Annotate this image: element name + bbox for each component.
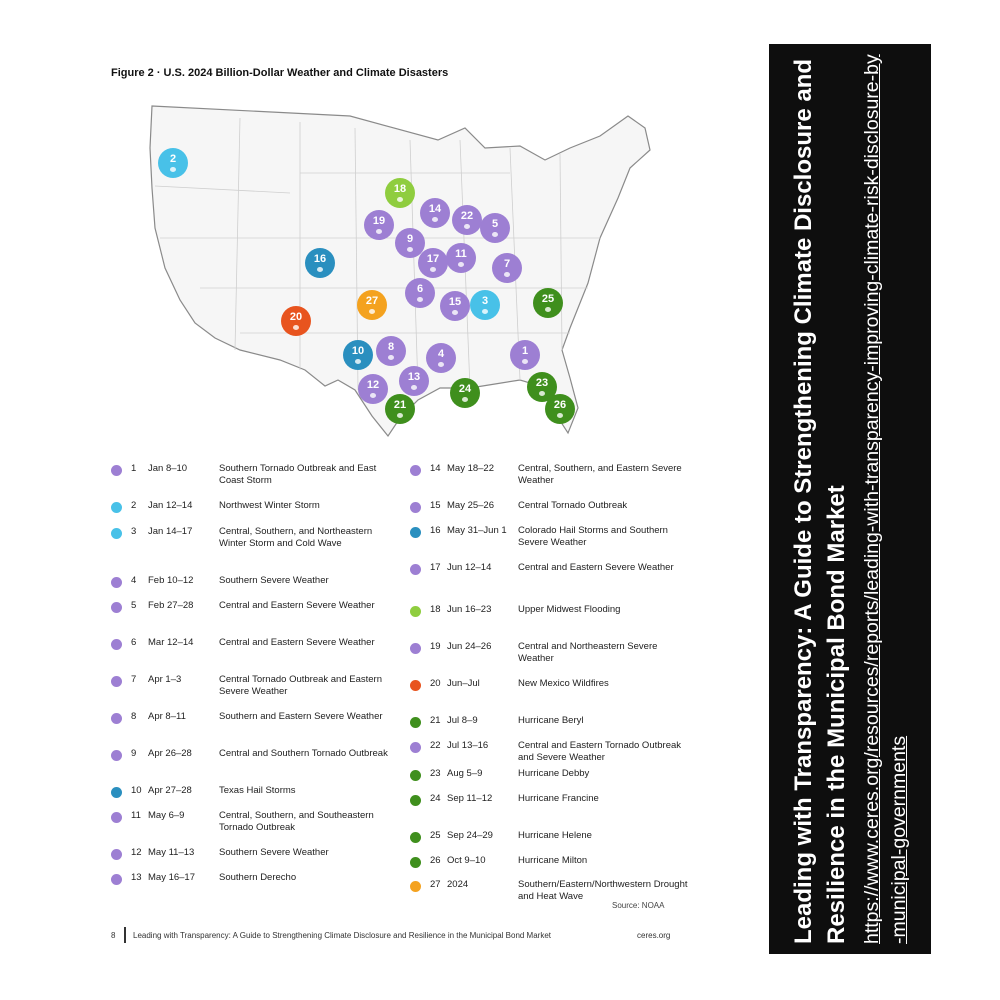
winter-storm-icon — [482, 309, 488, 314]
map-marker-label: 1 — [521, 345, 529, 357]
legend-number: 5 — [131, 600, 137, 611]
severe-storm-icon — [410, 643, 421, 654]
severe-storm-icon — [504, 272, 510, 277]
legend-description: Central and Eastern Severe Weather — [219, 637, 375, 648]
map-marker-14 — [420, 198, 450, 228]
severe-storm-icon — [411, 385, 417, 390]
severe-storm-icon — [111, 750, 122, 761]
legend-number: 12 — [131, 847, 142, 858]
legend-date: May 18–22 — [447, 463, 495, 474]
hail-icon — [355, 359, 361, 364]
side-panel-link[interactable]: https://www.ceres.org/resources/reports/leading-with-transparency-improving-climate-risk-disclosure-by-municipal-governments — [861, 54, 910, 944]
figure-title: Figure 2 · U.S. 2024 Billion-Dollar Weather and Climate Disasters — [111, 67, 449, 79]
flooding-icon — [410, 606, 421, 617]
legend-date: Aug 5–9 — [447, 768, 483, 779]
severe-storm-icon — [438, 362, 444, 367]
map-marker-16 — [305, 248, 335, 278]
legend-number: 6 — [131, 637, 137, 648]
severe-storm-icon — [417, 297, 423, 302]
map-marker-label: 21 — [393, 399, 407, 411]
legend-number: 17 — [430, 562, 441, 573]
map-marker-10 — [343, 340, 373, 370]
legend-description: Central, Southern, and Southeastern Tornado Outbreak — [219, 810, 374, 833]
map-marker-label: 20 — [289, 311, 303, 323]
map-marker-label: 5 — [491, 218, 499, 230]
legend-date: May 31–Jun 1 — [447, 525, 507, 536]
legend-number: 19 — [430, 641, 441, 652]
legend-description: Central and Eastern Severe Weather — [219, 600, 375, 611]
map-marker-25 — [533, 288, 563, 318]
source-note: Source: NOAA — [612, 901, 665, 910]
map-marker-6 — [405, 278, 435, 308]
map-marker-22 — [452, 205, 482, 235]
legend-number: 11 — [131, 810, 141, 821]
hurricane-icon — [410, 717, 421, 728]
hurricane-icon — [545, 307, 551, 312]
footer-site: ceres.org — [637, 931, 671, 940]
map-marker-label: 2 — [169, 153, 177, 165]
legend-description: Central, Southern, and Northeastern Winter Storm and Cold Wave — [219, 526, 373, 549]
map-marker-18 — [385, 178, 415, 208]
legend-description: Southern/Eastern/Northwestern Drought and Heat Wave — [518, 879, 688, 902]
map-marker-label: 27 — [365, 295, 379, 307]
legend-number: 1 — [131, 463, 137, 474]
map-marker-8 — [376, 336, 406, 366]
severe-storm-icon — [432, 217, 438, 222]
hurricane-icon — [462, 397, 468, 402]
legend-description: Central and Northeastern Severe Weather — [518, 641, 658, 664]
map-marker-label: 16 — [313, 253, 327, 265]
legend-description: Central Tornado Outbreak and Eastern Severe Weather — [219, 674, 383, 697]
footer-divider — [124, 927, 126, 943]
legend-description: Hurricane Francine — [518, 793, 599, 804]
severe-storm-icon — [410, 564, 421, 575]
winter-storm-icon — [111, 528, 122, 539]
page-number: 8 — [111, 931, 116, 940]
map-marker-3 — [470, 290, 500, 320]
map-marker-13 — [399, 366, 429, 396]
legend-description: New Mexico Wildfires — [518, 678, 609, 689]
map-markers-layer — [100, 88, 700, 448]
legend-number: 7 — [131, 674, 137, 685]
legend-description: Central Tornado Outbreak — [518, 500, 628, 511]
legend-date: May 16–17 — [148, 872, 196, 883]
drought-icon — [369, 309, 375, 314]
map-marker-27 — [357, 290, 387, 320]
legend-date: Jan 14–17 — [148, 526, 193, 537]
severe-storm-icon — [522, 359, 528, 364]
legend-date: May 11–13 — [148, 847, 195, 858]
hurricane-icon — [557, 413, 563, 418]
side-panel-content — [787, 54, 913, 944]
hurricane-icon — [397, 413, 403, 418]
legend-date: 2024 — [447, 879, 469, 890]
legend-description: Southern and Eastern Severe Weather — [219, 711, 383, 722]
winter-storm-icon — [111, 502, 122, 513]
map-marker-26 — [545, 394, 575, 424]
hurricane-icon — [410, 795, 421, 806]
legend-description: Hurricane Debby — [518, 768, 590, 779]
legend-date: Feb 10–12 — [148, 575, 194, 586]
severe-storm-icon — [111, 676, 122, 687]
legend-number: 10 — [131, 785, 142, 796]
wildfire-icon — [410, 680, 421, 691]
legend-description: Colorado Hail Storms and Southern Severe Weather — [518, 525, 668, 548]
legend-date: Oct 9–10 — [447, 855, 486, 866]
severe-storm-icon — [410, 502, 421, 513]
legend-number: 14 — [430, 463, 441, 474]
map-marker-5 — [480, 213, 510, 243]
legend-date: Mar 12–14 — [148, 637, 194, 648]
legend-date: May 25–26 — [447, 500, 495, 511]
legend-description: Hurricane Milton — [518, 855, 588, 866]
map-marker-24 — [450, 378, 480, 408]
map-marker-label: 22 — [460, 210, 474, 222]
map-marker-label: 14 — [428, 203, 442, 215]
severe-storm-icon — [492, 232, 498, 237]
legend-number: 24 — [430, 793, 441, 804]
map-marker-label: 17 — [426, 253, 440, 265]
legend-date: Apr 1–3 — [148, 674, 182, 685]
severe-storm-icon — [452, 310, 458, 315]
legend-description: Southern Tornado Outbreak and East Coast Storm — [219, 463, 377, 486]
legend-number: 15 — [430, 500, 441, 511]
legend-number: 26 — [430, 855, 441, 866]
legend-description: Texas Hail Storms — [219, 785, 296, 796]
legend-description: Hurricane Helene — [518, 830, 592, 841]
map-marker-label: 19 — [372, 215, 386, 227]
map-marker-label: 24 — [458, 383, 472, 395]
severe-storm-icon — [407, 247, 413, 252]
map-marker-label: 4 — [437, 348, 445, 360]
map-marker-label: 3 — [481, 295, 489, 307]
legend-description: Upper Midwest Flooding — [518, 604, 621, 615]
legend-date: Jun 24–26 — [447, 641, 492, 652]
legend-description: Southern Severe Weather — [219, 575, 329, 586]
map-marker-label: 11 — [455, 248, 467, 260]
map-marker-7 — [492, 253, 522, 283]
map-marker-1 — [510, 340, 540, 370]
side-panel-title: Leading with Transparency: A Guide to Strengthening Climate Disclosure and Resilience in the Municipal Bond Market — [790, 58, 850, 944]
legend-number: 25 — [430, 830, 441, 841]
severe-storm-icon — [388, 355, 394, 360]
severe-storm-icon — [370, 393, 376, 398]
legend-date: Apr 27–28 — [148, 785, 192, 796]
legend-description: Central, Southern, and Eastern Severe Weather — [518, 463, 682, 486]
legend-number: 23 — [430, 768, 441, 779]
map-marker-label: 18 — [393, 183, 407, 195]
map-marker-20 — [281, 306, 311, 336]
legend-description: Central and Eastern Tornado Outbreak and Severe Weather — [518, 740, 682, 763]
hurricane-icon — [410, 857, 421, 868]
legend-description: Southern Severe Weather — [219, 847, 329, 858]
legend-date: Sep 11–12 — [447, 793, 493, 804]
map-marker-label: 6 — [416, 283, 424, 295]
severe-storm-icon — [410, 465, 421, 476]
severe-storm-icon — [458, 262, 464, 267]
severe-storm-icon — [111, 713, 122, 724]
legend-number: 22 — [430, 740, 441, 751]
map-marker-21 — [385, 394, 415, 424]
legend-date: Feb 27–28 — [148, 600, 194, 611]
legend-date: Apr 26–28 — [148, 748, 192, 759]
wildfire-icon — [293, 325, 299, 330]
map-marker-label: 15 — [448, 296, 462, 308]
map-marker-label: 23 — [535, 377, 549, 389]
side-panel — [769, 44, 931, 954]
footer-title: Leading with Transparency: A Guide to Strengthening Climate Disclosure and Resilience in the Municipal Bond Market — [133, 931, 552, 940]
map-marker-17 — [418, 248, 448, 278]
map-marker-label: 13 — [407, 371, 421, 383]
map-marker-2 — [158, 148, 188, 178]
map-marker-label: 7 — [503, 258, 511, 270]
hail-icon — [410, 527, 421, 538]
legend-description: Hurricane Beryl — [518, 715, 584, 726]
map-marker-label: 25 — [541, 293, 555, 305]
map-marker-12 — [358, 374, 388, 404]
legend-number: 9 — [131, 748, 137, 759]
legend-number: 4 — [131, 575, 137, 586]
legend-description: Northwest Winter Storm — [219, 500, 320, 511]
map-marker-19 — [364, 210, 394, 240]
legend-date: Jul 8–9 — [447, 715, 478, 726]
severe-storm-icon — [111, 602, 122, 613]
map-marker-15 — [440, 291, 470, 321]
severe-storm-icon — [111, 577, 122, 588]
severe-storm-icon — [410, 742, 421, 753]
hail-icon — [111, 787, 122, 798]
legend-number: 16 — [430, 525, 441, 536]
legend-date: Jan 8–10 — [148, 463, 188, 474]
legend-date: Jun 16–23 — [447, 604, 492, 615]
legend-date: Sep 24–29 — [447, 830, 493, 841]
severe-storm-icon — [111, 639, 122, 650]
map-marker-label: 26 — [553, 399, 567, 411]
severe-storm-icon — [464, 224, 470, 229]
severe-storm-icon — [111, 812, 122, 823]
legend-date: Apr 8–11 — [148, 711, 186, 722]
legend-number: 13 — [131, 872, 142, 883]
drought-icon — [410, 881, 421, 892]
legend-description: Central and Eastern Severe Weather — [518, 562, 674, 573]
legend-date: May 6–9 — [148, 810, 185, 821]
legend-number: 8 — [131, 711, 137, 722]
us-map — [100, 88, 700, 448]
legend-description: Central and Southern Tornado Outbreak — [219, 748, 388, 759]
hurricane-icon — [410, 770, 421, 781]
map-marker-11 — [446, 243, 476, 273]
winter-storm-icon — [170, 167, 176, 172]
legend-number: 18 — [430, 604, 441, 615]
legend-date: Jun 12–14 — [447, 562, 492, 573]
map-marker-label: 8 — [387, 341, 395, 353]
severe-storm-icon — [111, 465, 122, 476]
severe-storm-icon — [111, 874, 122, 885]
legend-description: Southern Derecho — [219, 872, 297, 883]
legend-number: 2 — [131, 500, 137, 511]
legend-number: 21 — [430, 715, 441, 726]
legend-number: 20 — [430, 678, 441, 689]
map-marker-label: 12 — [366, 379, 380, 391]
legend-date: Jul 13–16 — [447, 740, 489, 751]
hail-icon — [317, 267, 323, 272]
hurricane-icon — [410, 832, 421, 843]
severe-storm-icon — [376, 229, 382, 234]
flooding-icon — [397, 197, 403, 202]
map-marker-4 — [426, 343, 456, 373]
legend-date: Jan 12–14 — [148, 500, 193, 511]
legend-number: 3 — [131, 526, 137, 537]
map-marker-label: 10 — [351, 345, 365, 357]
legend-date: Jun–Jul — [447, 678, 480, 689]
map-marker-label: 9 — [406, 233, 414, 245]
severe-storm-icon — [430, 267, 436, 272]
severe-storm-icon — [111, 849, 122, 860]
legend-number: 27 — [430, 879, 441, 890]
